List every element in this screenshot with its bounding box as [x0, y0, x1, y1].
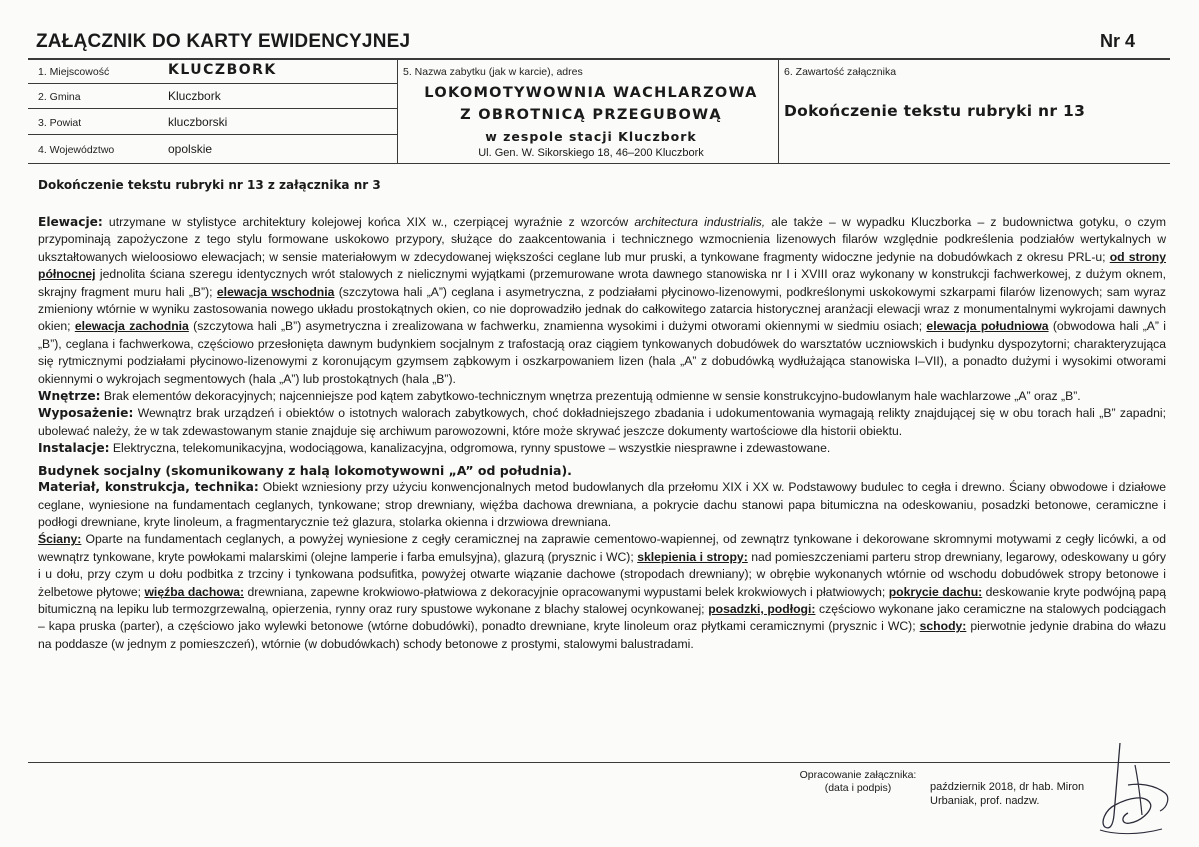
heading-elewacje: Elewacje:	[38, 215, 103, 229]
heading-poludniowa: elewacja południowa	[926, 319, 1049, 334]
field-label-zawartosc: 6. Zawartość załącznika	[784, 66, 897, 78]
body-text	[38, 214, 1166, 653]
object-name-line3: w zespole stacji Kluczbork	[485, 129, 697, 144]
table-row-divider	[28, 108, 398, 109]
paragraph-sciany	[38, 531, 1166, 653]
object-name-line1: LOKOMOTYWOWNIA WACHLARZOWA	[424, 85, 758, 101]
table-row-divider	[28, 83, 398, 84]
signature-icon	[1080, 735, 1180, 840]
field-label-miejscowosc: 1. Miejscowość	[38, 66, 110, 78]
footer-author-line1: październik 2018, dr hab. Miron	[930, 781, 1085, 793]
table-top-border	[28, 58, 1170, 60]
heading-pokrycie: pokrycie dachu:	[888, 584, 983, 599]
paragraph-wnetrze	[38, 388, 1166, 405]
field-label-nazwa: 5. Nazwa zabytku (jak w karcie), adres	[403, 66, 583, 78]
text-elewacje: utrzymane w stylistyce architektury kolejowej końca XIX w., czerpiącej wyraźnie z wzorców	[102, 215, 635, 229]
heading-sciany: Ściany:	[38, 532, 82, 547]
section-heading: Dokończenie tekstu rubryki nr 13 z załącznika nr 3	[38, 178, 381, 192]
field-value-zawartosc: Dokończenie tekstu rubryki nr 13	[784, 102, 1086, 120]
text-wschodnia: (szczytowa hali „A”) ceglana i asymetryczna, z podziałami płycinowo-lizenowymi, podkreślonymi uskokowymi szkarpami filarów lizenowych; sam wyraz zmieniony wtórnie w wyniku zastosowania nowego układu prostokątnych okien, co nie doprowadziło jednak do całkowitego zatarcia historycznej aranżacji elewacji wraz z monumentalnymi wykrojami dawnych okien;	[38, 284, 1167, 334]
paragraph-instalacje	[38, 440, 1166, 457]
table-bottom-border	[28, 163, 1170, 164]
heading-wyposazenie: Wyposażenie:	[38, 406, 134, 421]
heading-wiezba: więźba dachowa:	[144, 584, 245, 599]
object-address: Ul. Gen. W. Sikorskiego 18, 46–200 Kluczbork	[478, 147, 704, 159]
text-pokrycie: deskowanie kryte podwójną papą bitumiczną na lepiku lub termozgrzewalną, opierzenia, rynny oraz rury spustowe wykonane z blachy stalowej ocynkowanej;	[38, 584, 1166, 616]
text-wiezba: drewniana, zapewne krokwiowo-płatwiowa z dekoracyjnie opracowanymi wypustami belek krokwiowych i płatwiowych;	[244, 584, 889, 599]
paragraph-material	[38, 479, 1166, 531]
text-instalacje: Elektryczna, telekomunikacyjna, wodociągowa, kanalizacyjna, odgromowa, rynny spustowe – wszystkie niesprawne i zdewastowane.	[109, 441, 831, 456]
heading-sklepienia: sklepienia i stropy:	[637, 549, 748, 564]
footer-label-opracowanie: Opracowanie załącznika:	[799, 769, 917, 781]
text-sklepienia: nad pomieszczeniami parteru strop drewniany, legarowy, odeskowany u góry i u dołu, przy czym u dołu podbitka z trzciny i tynkowana podsufitka, powyżej otwarte wiązanie dachowe (stropodach drewniany); w obrębie wykonanych wtórnie od wschodu dobudówek stropy betonowe i żelbetowe płytowe;	[38, 549, 1167, 599]
text-material: Obiekt wzniesiony przy użyciu konwencjonalnych metod budowlanych dla przełomu XIX i XX w. Podstawowy budulec to cegła i drewno. Ściany obwodowe i działowe ceglane, wyniesione na fundamentach ceglanych, tynkowane; strop drewniany, więźba dachowa drewniana, a pokrycie dachu stanowi papa bitumiczna na odeskowaniu, posadzki betonowe, ceramiczne i podłogi drewniane, kryte linoleum, a fragmentarycznie też glazura, stolarka okienna i drzwiowa drewniana.	[38, 480, 1166, 529]
text-elewacje-cont: ale także – w wypadku Kluczborka – z budownictwa gotyku, o czym przypominają zapożyczone z tego stylu formowane uskokowo przypory, służące do zaakcentowania i technicznego wzmocnienia lizenowych filarów względnie podkreślenia podziałów wertykalnych w ukształtowanych wieloosiowo elewacjach; w sensie materiałowym w zdecydowanej większości ceglane lub mur pruski, a tynkowane fragmenty widoczne jedynie na dobudówkach z okresu PRL-u;	[38, 215, 1166, 264]
text-elewacje-italic: architectura industrialis,	[634, 215, 766, 229]
heading-wnetrze: Wnętrze:	[38, 389, 101, 404]
heading-zachodnia: elewacja zachodnia	[74, 319, 189, 334]
text-posadzki: częściowo wykonane jako ceramiczne na stalowych podciągach – kapa pruska (parter), a częściowo jako wylewki betonowe (wtórne dobudówki), ponadto drewniane, kryte linoleum oraz płytkami ceramicznymi (prysznic i WC);	[38, 601, 1166, 634]
table-row-divider	[28, 134, 398, 135]
text-zachodnia: (szczytowa hali „B”) asymetryczna i zrealizowana w fachwerku, znamienna wysokimi i dużymi otworami okiennymi w siedmiu osiach;	[188, 319, 927, 334]
heading-material: Materiał, konstrukcja, technika:	[38, 480, 259, 495]
document-number: Nr 4	[1100, 31, 1136, 51]
field-value-miejscowosc: KLUCZBORK	[168, 62, 277, 78]
field-label-powiat: 3. Powiat	[38, 117, 82, 129]
field-value-powiat: kluczborski	[168, 115, 228, 129]
footer-label-data-podpis: (data i podpis)	[824, 782, 892, 794]
field-label-gmina: 2. Gmina	[38, 91, 81, 103]
heading-instalacje: Instalacje:	[38, 441, 110, 456]
text-schody: pierwotnie jedynie drabina do włazu na poddasze (w jednym z pomieszczeń), wtórnie (w dobudówkach) schody betonowe z prostymi, stalowymi balustradami.	[38, 619, 1166, 651]
object-name-line2: Z OBROTNICĄ PRZEGUBOWĄ	[460, 107, 722, 123]
paragraph-elewacje	[38, 214, 1166, 388]
text-wyposazenie: Wewnątrz brak urządzeń i obiektów o istotnych walorach zabytkowych, choć dokładniejszego zbadania i udokumentowania wymagają relikty znajdującej się w obu torach hali „B” zapadni; ubolewać należy, że w tak zdewastowanym stanie znajduje się archiwum parowozowni, które może skrywać jeszcze dokumenty wartościowe dla historii obiektu.	[38, 406, 1166, 438]
document-title: ZAŁĄCZNIK DO KARTY EWIDENCYJNEJ	[36, 31, 411, 52]
heading-polnocna: od strony północnej	[38, 249, 1166, 282]
text-sciany: Oparte na fundamentach ceglanych, a powyżej wyniesione z cegły ceramicznej na zaprawie cementowo-wapiennej, od zewnątrz tynkowane i dekorowane skromnymi motywami z cegły licówki, a od wewnątrz tynkowane, kryte powłokami malarskimi (olejne lamperie i farba emulsyjna), glazurą (prysznic i WC);	[38, 532, 1166, 564]
heading-schody: schody:	[919, 619, 967, 634]
heading-wschodnia: elewacja wschodnia	[216, 284, 335, 299]
text-polnocna: jednolita ściana szeregu identycznych wrót stalowych z nielicznymi wyjątkami (przemurowane wrota dawnego stanowiska nr I i XVIII oraz wykonany w konstrukcji fachwerkowej, z dużym oknem, skrajny fragment muru hali „B”);	[38, 267, 1166, 299]
field-value-wojewodztwo: opolskie	[168, 142, 213, 156]
table-column-divider	[397, 59, 398, 163]
field-value-gmina: Kluczbork	[168, 89, 221, 103]
text-poludniowa: (obwodowa hali „A” i „B”), ceglana i fachwerkowa, częściowo przesłonięta dawnym budynkiem socjalnym z trafostacją oraz ciągiem tynkowanych dobudówek do warsztatów uczniowskich i budynku dyspozytorni; charakteryzująca się rytmicznymi podziałami płycinowo-lizenowymi z koronującym gzymsem ząbkowym i oszkarpowaniem lizen (hala „A” z dobudówką wydłużająca stanowiska I–VII), a ponadto dużymi i wysokimi otworami okiennymi o wykrojach segmentowych (hala „A”) lub prostokątnych (hala „B”).	[38, 319, 1166, 386]
subheading-budynek-socjalny: Budynek socjalny (skomunikowany z halą lokomotywowni „A” od południa).	[38, 462, 572, 478]
footer-author-line2: Urbaniak, prof. nadzw.	[930, 795, 1040, 807]
footer-divider	[28, 762, 1170, 763]
text-wnetrze: Brak elementów dekoracyjnych; najcenniejsze pod kątem zabytkowo-technicznym wnętrza prezentują odmienne w sensie konstrukcyjno-budowlanym hale wachlarzowe „A” oraz „B”.	[100, 389, 1081, 404]
field-label-wojewodztwo: 4. Województwo	[38, 144, 115, 156]
heading-posadzki: posadzki, podłogi:	[708, 601, 816, 616]
paragraph-wyposazenie	[38, 405, 1166, 440]
